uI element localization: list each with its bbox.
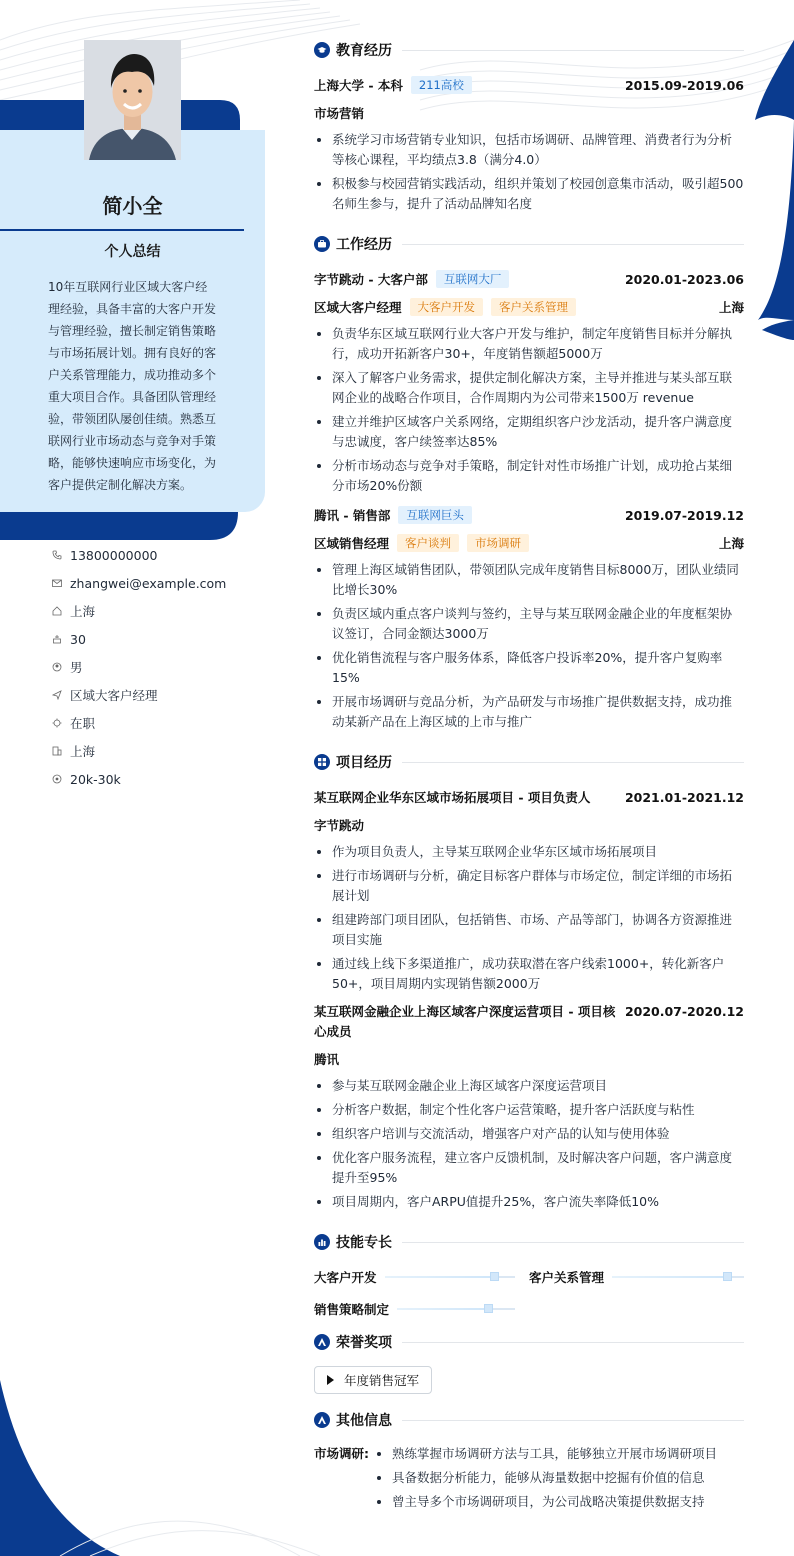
skill-item (314, 1266, 529, 1288)
school-name: 上海大学 - 本科 (314, 78, 403, 93)
list-item: 负责区域内重点客户谈判与签约，主导与某互联网金融企业的年度框架协议签订，合同金额达3000万 (314, 604, 744, 644)
award-name: 年度销售冠军 (344, 1373, 420, 1388)
profile-photo (84, 40, 181, 160)
salary-icon (52, 774, 62, 784)
project-header (314, 786, 744, 808)
project-bullets (314, 842, 744, 994)
list-item: 系统学习市场营销专业知识，包括市场调研、品牌管理、消费者行为分析等核心课程，平均绩点3.8（满分4.0） (314, 130, 744, 170)
list-item: 负责华东区域互联网行业大客户开发与维护，制定年度销售目标并分解执行，成功开拓新客户30+，年度销售额超5000万 (314, 324, 744, 364)
skills-list (314, 1266, 744, 1330)
skill-tag: 客户关系管理 (491, 298, 576, 316)
section-education (314, 38, 744, 62)
award-badge (314, 1366, 432, 1394)
major: 市场营销 (314, 106, 365, 121)
list-item: 建立并维护区域客户关系网络，定期组织客户沙龙活动，提升客户满意度与忠诚度，客户续签率达85% (314, 412, 744, 452)
play-icon (327, 1375, 334, 1385)
list-item: 分析市场动态与竞争对手策略，制定针对性市场推广计划，成功抢占某细分市场20%份额 (314, 456, 744, 496)
building-icon (52, 746, 62, 756)
project-org-row (314, 1048, 744, 1070)
info-value: 20k-30k (70, 771, 121, 787)
work-date: 2020.01-2023.06 (624, 271, 744, 287)
project-date: 2020.07-2020.12 (624, 1004, 744, 1019)
contact-info-list (52, 541, 226, 793)
age-icon (52, 634, 62, 644)
summary-text: 10年互联网行业区域大客户经理经验，具备丰富的大客户开发与管理经验，擅长制定销售策略与市场拓展计划。拥有良好的客户关系管理能力，成功推动多个重大项目合作。具备团队管理经验，带领团队屡创佳绩。熟悉互联网行业市场动态与竞争对手策略，能够快速响应市场变化，为客户提供定制化解决方案。 (48, 280, 217, 492)
school-tag: 211高校 (411, 76, 472, 94)
education-header (314, 74, 744, 96)
project-org-row (314, 814, 744, 836)
info-email (52, 569, 226, 597)
section-divider (402, 50, 744, 51)
info-icon (314, 1412, 330, 1428)
info-location (52, 597, 226, 625)
list-item: 组织客户培训与交流活动，增强客户对产品的认知与使用体验 (314, 1124, 744, 1144)
education-date: 2015.09-2019.06 (624, 77, 744, 93)
send-icon (52, 690, 62, 700)
work-role-row (314, 296, 744, 318)
list-item: 进行市场调研与分析，确定目标客户群体与市场定位，制定详细的市场拓展计划 (314, 866, 744, 906)
info-city (52, 737, 226, 765)
info-value: 13800000000 (70, 547, 158, 563)
list-item: 深入了解客户业务需求，提供定制化解决方案，主导并推进与某头部互联网企业的战略合作项目，合作周期内为公司带来1500万 revenue (314, 368, 744, 408)
work-city: 上海 (718, 536, 744, 551)
skill-name: 大客户开发 (314, 1270, 377, 1285)
info-value: 区域大客户经理 (70, 688, 158, 703)
grid-icon (314, 754, 330, 770)
section-other (314, 1408, 744, 1432)
list-item: 具备数据分析能力，能够从海量数据中挖掘有价值的信息 (374, 1468, 744, 1488)
list-item: 积极参与校园营销实践活动，组织并策划了校园创意集市活动，吸引超500名师生参与，提升了活动品牌知名度 (314, 174, 744, 214)
info-age (52, 625, 226, 653)
info-value: 30 (70, 631, 86, 647)
briefcase-icon (314, 236, 330, 252)
skill-bar (385, 1276, 515, 1278)
skill-bar (397, 1308, 515, 1310)
email-icon (52, 578, 62, 588)
work-city: 上海 (718, 300, 744, 315)
work-bullets (314, 324, 744, 496)
education-bullets (314, 130, 744, 214)
gender-icon (52, 662, 62, 672)
info-value: 男 (70, 660, 83, 675)
section-title: 技能专长 (336, 1235, 392, 1251)
skill-item (529, 1266, 744, 1288)
other-info (314, 1444, 744, 1524)
company-tag: 互联网大厂 (436, 270, 510, 288)
info-value: zhangwei@example.com (70, 575, 227, 591)
skill-name: 客户关系管理 (529, 1270, 605, 1285)
project-org: 字节跳动 (314, 818, 365, 833)
work-date: 2019.07-2019.12 (624, 507, 744, 523)
info-gender (52, 653, 226, 681)
section-title: 其他信息 (336, 1413, 392, 1429)
info-value: 上海 (70, 744, 96, 759)
section-work (314, 232, 744, 256)
list-item: 优化客户服务流程，建立客户反馈机制，及时解决客户问题，客户满意度提升至95% (314, 1148, 744, 1188)
section-divider (402, 1420, 744, 1421)
role: 区域大客户经理 (314, 300, 402, 315)
section-title: 荣誉奖项 (336, 1335, 392, 1351)
info-phone (52, 541, 226, 569)
section-awards (314, 1330, 744, 1354)
work-header (314, 504, 744, 526)
project-header (314, 1002, 744, 1042)
list-item: 项目周期内，客户ARPU值提升25%，客户流失率降低10% (314, 1192, 744, 1212)
company-name: 字节跳动 - 大客户部 (314, 272, 428, 287)
summary-title: 个人总结 (104, 244, 161, 260)
list-item: 曾主导多个市场调研项目，为公司战略决策提供数据支持 (374, 1492, 744, 1512)
list-item: 熟练掌握市场调研方法与工具，能够独立开展市场调研项目 (374, 1444, 744, 1464)
graduation-cap-icon (314, 42, 330, 58)
project-date: 2021.01-2021.12 (624, 789, 744, 805)
work-bullets (314, 560, 744, 732)
list-item: 作为项目负责人，主导某互联网企业华东区域市场拓展项目 (314, 842, 744, 862)
company-name: 腾讯 - 销售部 (314, 508, 391, 523)
list-item: 通过线上线下多渠道推广，成功获取潜在客户线索1000+，转化新客户50+，项目周期内实现销售额2000万 (314, 954, 744, 994)
skill-item (314, 1298, 529, 1320)
section-divider (402, 762, 744, 763)
name-divider (0, 229, 244, 231)
list-item: 管理上海区域销售团队，带领团队完成年度销售目标8000万，团队业绩同比增长30% (314, 560, 744, 600)
info-status (52, 709, 226, 737)
section-divider (402, 1342, 744, 1343)
list-item: 分析客户数据，制定个性化客户运营策略，提升客户活跃度与粘性 (314, 1100, 744, 1120)
section-skills (314, 1230, 744, 1254)
skill-bar (612, 1276, 744, 1278)
phone-icon (52, 550, 62, 560)
info-salary (52, 765, 226, 793)
company-tag: 互联网巨头 (398, 506, 472, 524)
bar-chart-icon (314, 1234, 330, 1250)
skill-tag: 大客户开发 (410, 298, 484, 316)
project-title: 某互联网金融企业上海区域客户深度运营项目 - 项目核心成员 (314, 1004, 616, 1039)
resume-main (314, 38, 744, 1524)
project-org: 腾讯 (314, 1052, 340, 1067)
status-icon (52, 718, 62, 728)
skill-tag: 市场调研 (467, 534, 529, 552)
list-item: 参与某互联网金融企业上海区域客户深度运营项目 (314, 1076, 744, 1096)
section-divider (402, 1242, 744, 1243)
home-icon (52, 606, 62, 616)
education-major-row (314, 102, 744, 124)
list-item: 开展市场调研与竞品分析，为产品研发与市场推广提供数据支持，成功推动某新产品在上海区域的上市与推广 (314, 692, 744, 732)
role: 区域销售经理 (314, 536, 390, 551)
project-title: 某互联网企业华东区域市场拓展项目 - 项目负责人 (314, 790, 591, 805)
info-value: 上海 (70, 604, 96, 619)
other-bullets (374, 1444, 744, 1516)
work-role-row (314, 532, 744, 554)
info-value: 在职 (70, 716, 96, 731)
section-title: 工作经历 (336, 237, 392, 253)
list-item: 优化销售流程与客户服务体系，降低客户投诉率20%，提升客户复购率15% (314, 648, 744, 688)
info-position (52, 681, 226, 709)
profile-name: 简小全 (102, 194, 163, 218)
award-icon (314, 1334, 330, 1350)
skill-tag: 客户谈判 (397, 534, 459, 552)
work-header (314, 268, 744, 290)
section-project (314, 750, 744, 774)
other-key: 市场调研: (314, 1446, 369, 1461)
project-bullets (314, 1076, 744, 1212)
section-title: 项目经历 (336, 755, 392, 771)
section-divider (402, 244, 744, 245)
skill-name: 销售策略制定 (314, 1302, 390, 1317)
list-item: 组建跨部门项目团队，包括销售、市场、产品等部门，协调各方资源推进项目实施 (314, 910, 744, 950)
section-title: 教育经历 (336, 43, 392, 59)
